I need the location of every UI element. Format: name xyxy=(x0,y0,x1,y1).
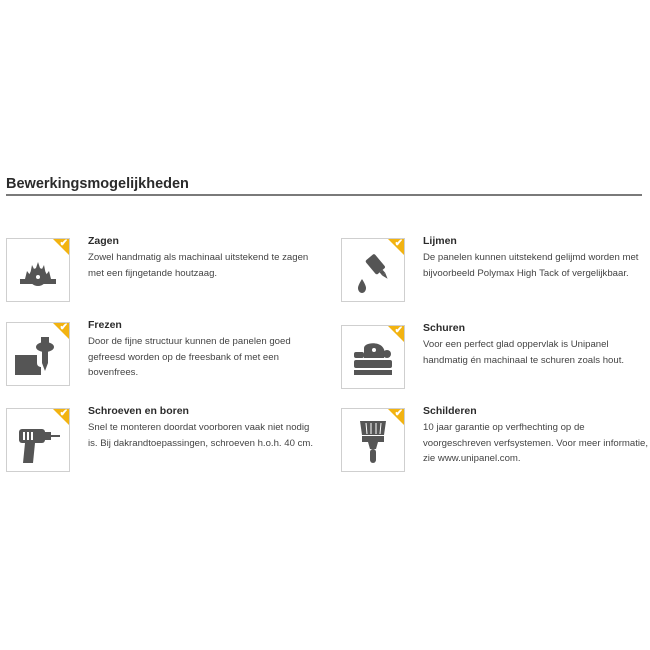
feature-description: Door de fijne structuur kunnen de panelen goed gefreesd worden op de freesbank of met een bovenfrees. xyxy=(88,336,291,378)
checkmark-icon: ✔ xyxy=(394,325,403,336)
feature-icon-box xyxy=(341,408,405,472)
feature-title: Schroeven en boren xyxy=(88,405,189,417)
feature-title: Schuren xyxy=(423,322,466,334)
feature-icon-box xyxy=(6,238,70,302)
checkmark-icon: ✔ xyxy=(59,322,68,333)
feature-description: Voor een perfect glad oppervlak is Unipanel handmatig én machinaal te schuren zoals hout. xyxy=(423,339,625,366)
feature-title: Frezen xyxy=(88,319,122,331)
feature-description: Zowel handmatig als machinaal uitstekend te zagen met een fijngetande houtzaag. xyxy=(88,252,309,279)
feature-icon-box xyxy=(6,322,70,386)
checkmark-icon: ✔ xyxy=(59,408,68,419)
checkmark-icon: ✔ xyxy=(394,408,403,419)
feature-icon-box xyxy=(6,408,70,472)
feature-description: De panelen kunnen uitstekend gelijmd worden met bijvoorbeeld Polymax High Tack of vergelijkbaar. xyxy=(423,252,639,279)
feature-icon-box xyxy=(341,238,405,302)
feature-title: Lijmen xyxy=(423,235,457,247)
feature-title: Schilderen xyxy=(423,405,477,417)
feature-item-zagen xyxy=(6,235,316,302)
feature-description: 10 jaar garantie op verfhechting op de voorgeschreven verfsystemen. Voor meer informatie, zie www.unipanel.com. xyxy=(423,422,649,464)
feature-item-schroeven-en-boren xyxy=(6,405,316,472)
feature-item-frezen xyxy=(6,319,316,386)
feature-icon-box xyxy=(341,325,405,389)
feature-item-lijmen xyxy=(341,235,650,302)
feature-item-schilderen xyxy=(341,405,650,472)
checkmark-icon: ✔ xyxy=(59,238,68,249)
section-heading: Bewerkingsmogelijkheden xyxy=(6,176,189,192)
feature-item-schuren xyxy=(341,322,650,389)
feature-title: Zagen xyxy=(88,235,119,247)
checkmark-icon: ✔ xyxy=(394,238,403,249)
feature-description: Snel te monteren doordat voorboren vaak niet nodig is. Bij dakrandtoepassingen, schroeven h.o.h. 40 cm. xyxy=(88,422,314,449)
heading-divider xyxy=(6,194,642,196)
